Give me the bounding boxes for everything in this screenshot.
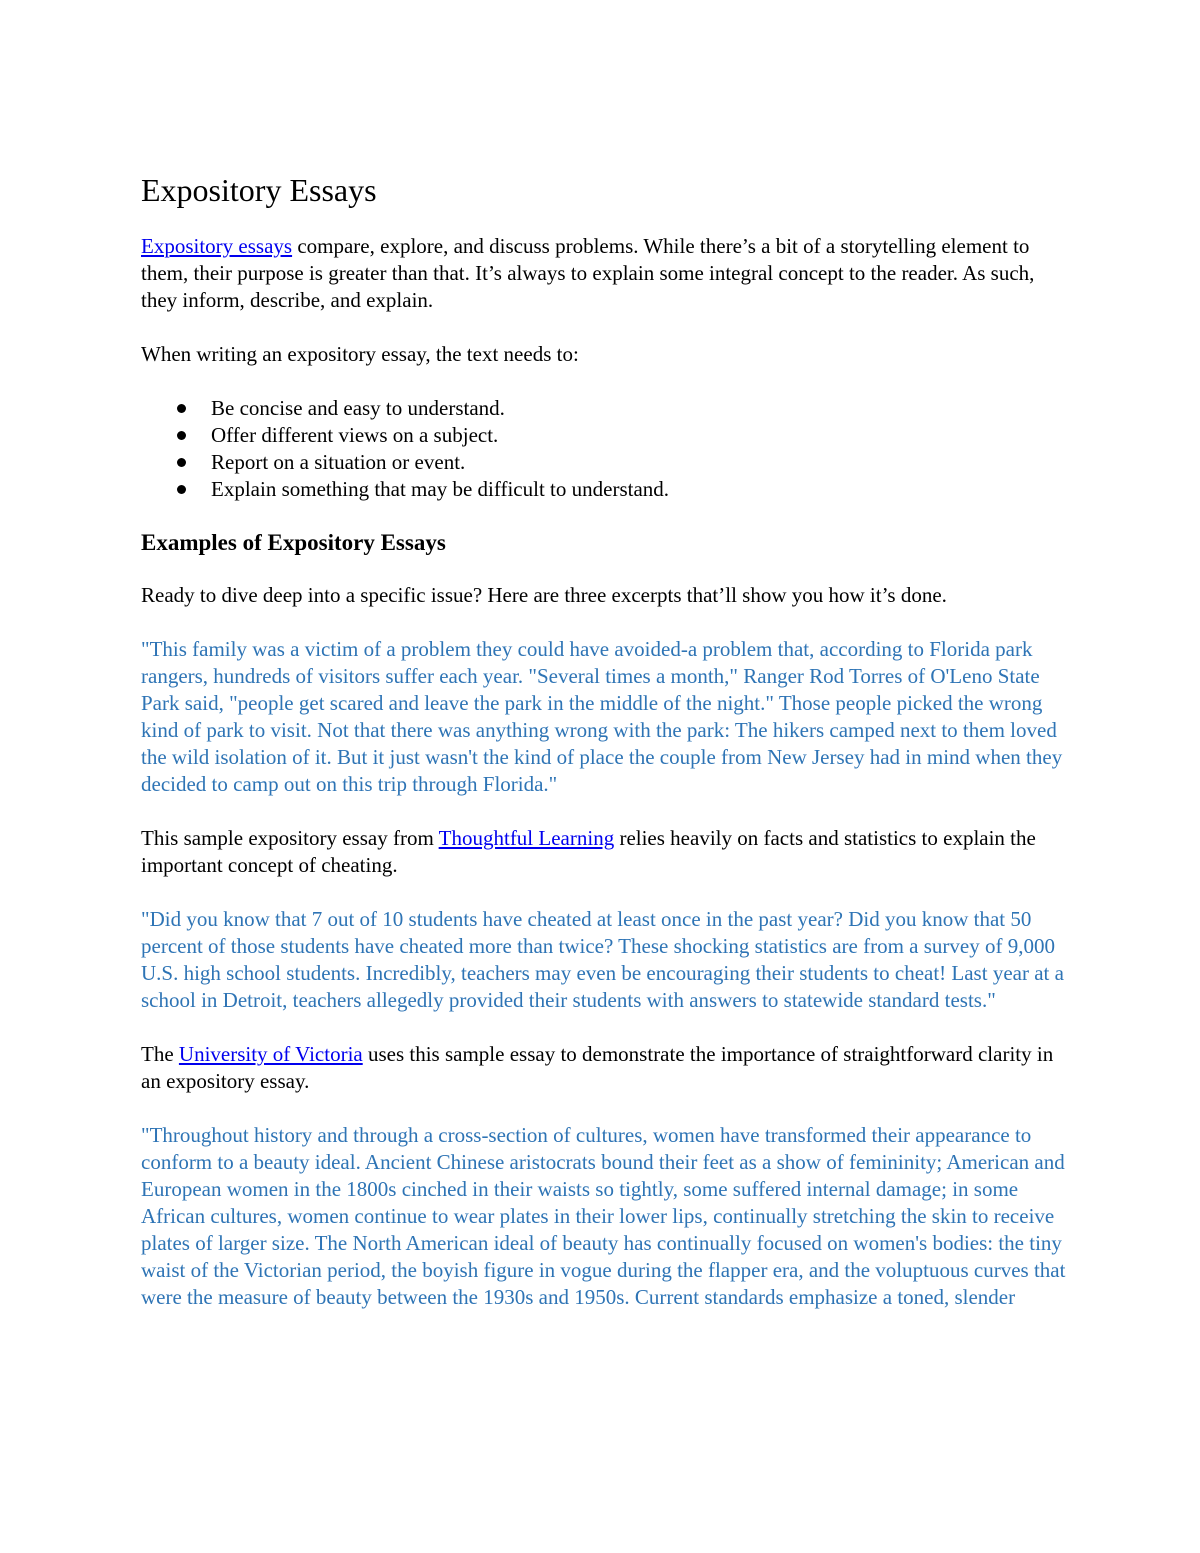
quote-excerpt-3: "Throughout history and through a cross-section of cultures, women have transformed their appearance to conform to a beauty ideal. Ancient Chinese aristocrats bound their feet as a show of femininity; American and European women in the 1800s cinched in their waists so tightly, some suffered internal damage; in some African cultures, women continue to wear plates in their lower lips, continually stretching the skin to receive plates of larger size. The North American ideal of beauty has continually focused on women's bodies: the tiny waist of the Victorian period, the boyish figure in vogue during the flapper era, and the voluptuous curves that were the measure of beauty between the 1930s and 1950s. Current standards emphasize a toned, slender	[141, 1123, 1066, 1309]
bullet-icon	[177, 404, 186, 413]
list-item-text: Be concise and easy to understand.	[211, 396, 505, 420]
bullet-icon	[177, 431, 186, 440]
expository-essays-link[interactable]: Expository essays	[141, 234, 293, 258]
list-item	[141, 422, 1066, 449]
bullet-icon	[177, 485, 186, 494]
university-of-victoria-link[interactable]: University of Victoria	[178, 1042, 363, 1066]
list-item-text: Explain something that may be difficult to understand.	[211, 477, 670, 501]
list-item	[141, 395, 1066, 422]
document-page	[141, 168, 1066, 1338]
needs-list	[141, 395, 1066, 503]
thoughtful-learning-link[interactable]: Thoughtful Learning	[438, 826, 615, 850]
list-item-text: Report on a situation or event.	[211, 450, 466, 474]
examples-lead-paragraph: Ready to dive deep into a specific issue? Here are three excerpts that’ll show you how it’s done.	[141, 583, 947, 607]
source-paragraph-2	[141, 1041, 1066, 1095]
list-item	[141, 476, 1066, 503]
source-text-before: This sample expository essay from	[141, 826, 439, 850]
needs-lead-paragraph: When writing an expository essay, the text needs to:	[141, 342, 579, 366]
quote-excerpt-1: "This family was a victim of a problem they could have avoided-a problem that, according to Florida park rangers, hundreds of visitors suffer each year. "Several times a month," Ranger Rod Torres of O'Leno State Park said, "people get scared and leave the park in the middle of the night." Those people picked the wrong kind of park to visit. Not that there was anything wrong with the park: The hikers camped next to them loved the wild isolation of it. But it just wasn't the kind of place the couple from New Jersey had in mind when they decided to camp out on this trip through Florida."	[141, 637, 1063, 796]
intro-paragraph	[141, 233, 1066, 314]
source-text-after: uses this sample essay to demonstrate the importance of straightforward clarity in an expository essay.	[141, 1042, 1054, 1093]
bullet-icon	[177, 458, 186, 467]
examples-heading: Examples of Expository Essays	[141, 530, 446, 555]
source-text-before: The	[141, 1042, 179, 1066]
source-text-after: relies heavily on facts and statistics to explain the important concept of cheating.	[141, 826, 1036, 877]
list-item	[141, 449, 1066, 476]
intro-text: compare, explore, and discuss problems. While there’s a bit of a storytelling element to them, their purpose is greater than that. It’s always to explain some integral concept to the reader. As such, they inform, describe, and explain.	[141, 234, 1035, 312]
quote-excerpt-2: "Did you know that 7 out of 10 students have cheated at least once in the past year? Did you know that 50 percent of those students have cheated more than twice? These shocking statistics are from a survey of 9,000 U.S. high school students. Incredibly, teachers may even be encouraging their students to cheat! Last year at a school in Detroit, teachers allegedly provided their students with answers to statewide standard tests."	[141, 907, 1064, 1012]
list-item-text: Offer different views on a subject.	[211, 423, 499, 447]
page-title: Expository Essays	[141, 172, 377, 208]
source-paragraph-1	[141, 825, 1066, 879]
